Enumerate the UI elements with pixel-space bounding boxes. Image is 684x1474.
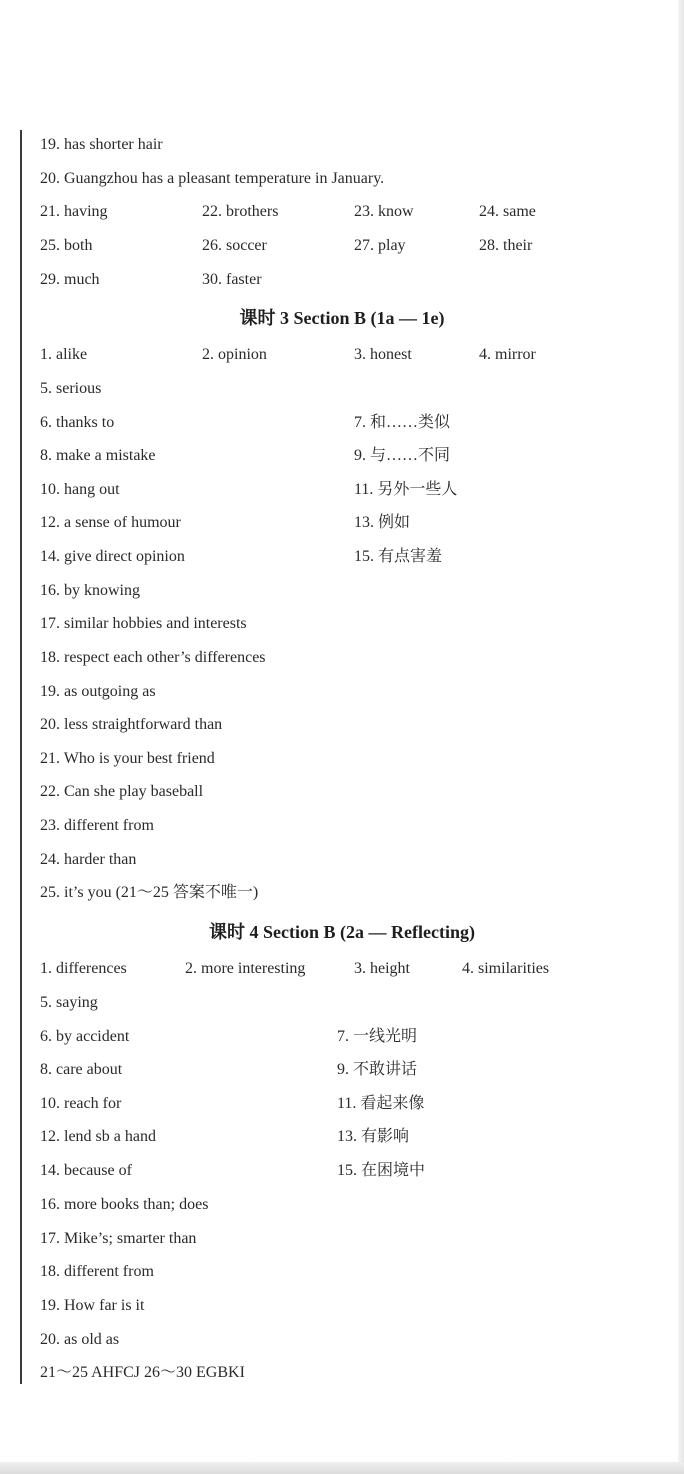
answer-row [40,233,660,259]
answer-item: 5. serious [40,380,102,397]
answer-item: 3. height [354,960,410,977]
answer-item: 9. 不敢讲话 [337,1061,418,1078]
answer-item: 29. much [40,271,100,288]
answer-row [40,956,660,982]
answer-item: 22. Can she play baseball [40,783,204,800]
answer-item: 21. having [40,203,108,220]
answer-row [40,1226,660,1252]
answer-row [40,1192,660,1218]
answer-item: 23. different from [40,817,154,834]
answer-row [40,1091,660,1117]
answer-item: 19. as outgoing as [40,683,156,700]
answer-row [40,578,660,604]
answer-row [40,779,660,805]
answer-20: 20. Guangzhou has a pleasant temperature in January. [40,170,385,187]
answer-item: 22. brothers [202,203,279,220]
answer-item: 11. 看起来像 [337,1095,425,1112]
answer-item: 14. give direct opinion [40,548,185,565]
final-answers: 21～25 AHFCJ 26～30 EGBKI [40,1364,245,1381]
answer-item: 12. a sense of humour [40,514,181,531]
answer-item: 6. by accident [40,1028,130,1045]
answer-row [40,510,660,536]
answer-item: 6. thanks to [40,414,115,431]
answer-item: 15. 在困境中 [337,1162,426,1179]
answer-item: 25. both [40,237,93,254]
answer-item: 11. 另外一些人 [354,481,458,498]
answer-item: 25. it’s you (21～25 答案不唯一) [40,884,259,901]
answer-row [40,376,660,402]
answer-item: 16. more books than; does [40,1196,209,1213]
answer-item: 18. respect each other’s differences [40,649,266,666]
answer-item: 12. lend sb a hand [40,1128,156,1145]
answer-item: 28. their [479,237,533,254]
answer-item: 2. more interesting [185,960,306,977]
answer-item: 4. mirror [479,346,536,363]
answer-item: 20. as old as [40,1331,120,1348]
answer-row [40,813,660,839]
answer-item: 21. Who is your best friend [40,750,215,767]
answer-item: 1. differences [40,960,127,977]
page-bottom-edge [0,1462,684,1474]
answer-row [40,544,660,570]
answer-item: 23. know [354,203,414,220]
answer-row [40,1124,660,1150]
answer-row [40,1327,660,1353]
answer-row [40,880,660,906]
answer-row [40,1293,660,1319]
answer-row [40,679,660,705]
answer-item: 14. because of [40,1162,132,1179]
answer-row [40,990,660,1016]
answer-item: 30. faster [202,271,262,288]
answer-item: 7. 一线光明 [337,1028,418,1045]
answer-item: 8. care about [40,1061,123,1078]
answer-item: 24. same [479,203,536,220]
answer-row [40,645,660,671]
answer-item: 13. 例如 [354,514,411,531]
answer-item: 2. opinion [202,346,267,363]
answer-row [40,1158,660,1184]
answer-row [40,746,660,772]
answer-row [40,1024,660,1050]
answer-item: 20. less straightforward than [40,716,223,733]
answer-item: 5. saying [40,994,98,1011]
answer-item: 24. harder than [40,851,137,868]
answer-item: 10. reach for [40,1095,122,1112]
answer-item: 17. similar hobbies and interests [40,615,247,632]
answer-row [40,267,660,293]
answer-item: 10. hang out [40,481,120,498]
answer-item: 27. play [354,237,406,254]
answer-row [40,712,660,738]
answer-row [40,1360,660,1386]
answer-item: 17. Mike’s; smarter than [40,1230,197,1247]
page-edge [678,0,684,1474]
lesson-4-heading: 课时 4 Section B (2a — Reflecting) [209,922,475,942]
answer-item: 3. honest [354,346,412,363]
answer-19: 19. has shorter hair [40,136,163,153]
answer-row [40,611,660,637]
answer-item: 15. 有点害羞 [354,548,443,565]
answer-row [40,410,660,436]
answer-item: 4. similarities [462,960,550,977]
answer-row [40,847,660,873]
answer-row [40,342,660,368]
answer-item: 13. 有影响 [337,1128,410,1145]
answer-item: 16. by knowing [40,582,140,599]
answer-row [40,477,660,503]
answer-item: 19. How far is it [40,1297,145,1314]
answer-row [40,1259,660,1285]
answer-row [40,1057,660,1083]
lesson-3-heading: 课时 3 Section B (1a — 1e) [239,308,445,328]
answer-item: 26. soccer [202,237,267,254]
answer-item: 18. different from [40,1263,154,1280]
answer-row [40,199,660,225]
answer-item: 1. alike [40,346,88,363]
answer-row [40,166,660,192]
answer-item: 8. make a mistake [40,447,156,464]
answer-item: 7. 和……类似 [354,414,451,431]
answer-row [40,443,660,469]
answer-item: 9. 与……不同 [354,447,451,464]
answer-row [40,132,660,158]
